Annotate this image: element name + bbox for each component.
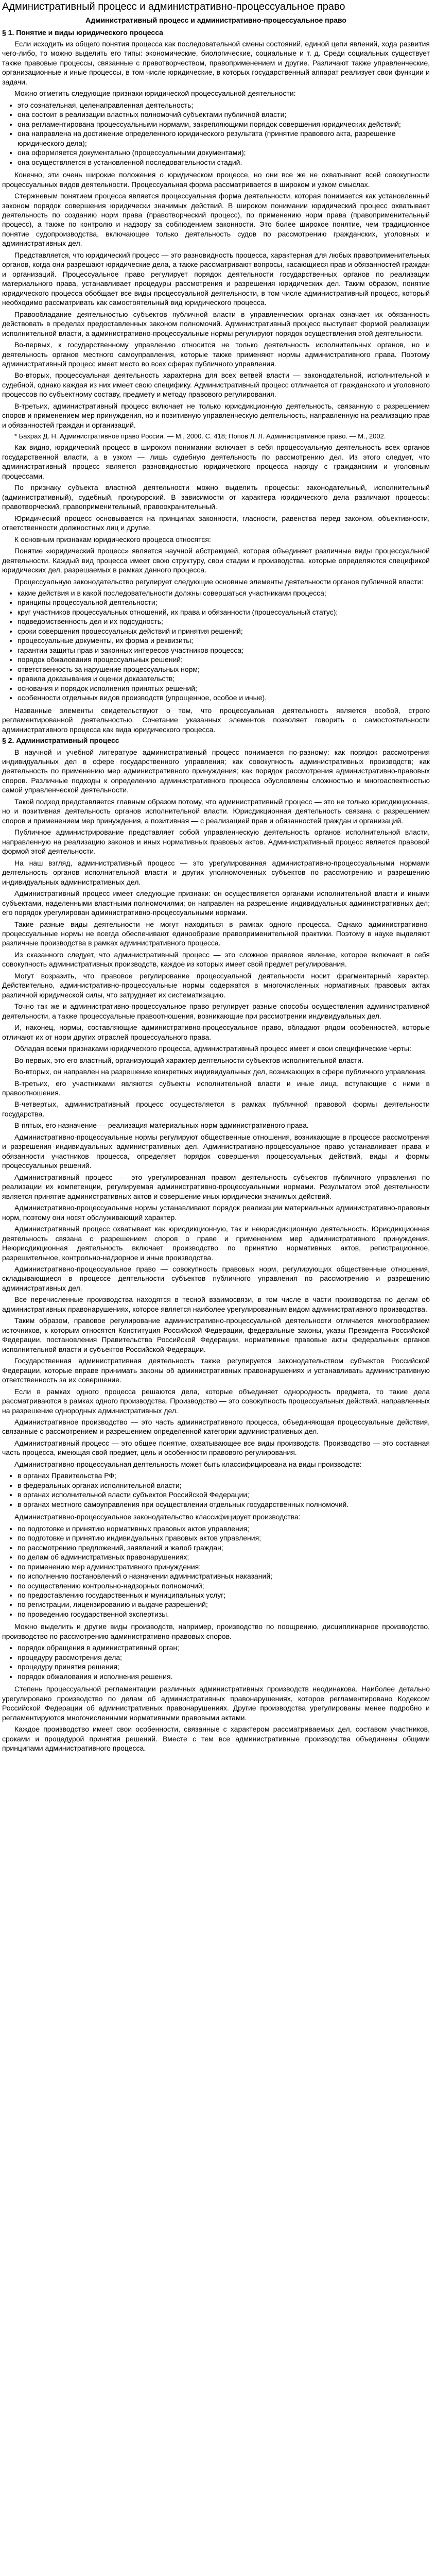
paragraph: Если в рамках одного процесса решаются дела, которые объединяет однородность предмета, то такие дела рассматриваются в рамках одного производства. Производство — это совокупность процессуальных действий, направленных на разрешение однородных административных дел. (2, 1387, 430, 1415)
paragraph: Все перечисленные производства находятся в тесной взаимосвязи, в том числе в части производства по делам об административных правонарушениях, которое является наиболее урегулированным видом административного производства. (2, 1295, 430, 1313)
paragraph: Процессуальную законодательство регулирует следующие основные элементы деятельности органов публичной власти: (14, 577, 424, 586)
bullet-list (2, 1643, 430, 1681)
list-item: • правила доказывания и оценки доказательств; (18, 674, 430, 683)
paragraph: Такие разные виды деятельности не могут находиться в рамках одного процесса. Однако административно-процессуальные нормы не всегда обеспечивают единообразие правоприменительной практики. Поэтому в науке выделяют различные производства в рамках административного процесса. (2, 920, 430, 947)
paragraph: Во-первых, это его властный, организующий характер деятельности субъектов исполнительной власти. (14, 1056, 364, 1064)
paragraph: На наш взгляд, административный процесс — это урегулированная административно-процессуальными нормами деятельность органов исполнительной власти и других уполномоченных субъектов по рассмотрению и разрешению индивидуальных административных дел. (2, 858, 430, 886)
list-item: • по рассмотрению предложений, заявлений и жалоб граждан; (18, 1543, 430, 1552)
paragraph: Конечно, эти очень широкие положения о юридическом процессе, но они все же не охватывают всей совокупности процессуальных видов деятельности. Процессуальная форма рассматривается в широком и узком смыслах. (2, 171, 430, 189)
list-item: • по осуществлению контрольно-надзорных полномочий; (18, 1581, 430, 1590)
list-item: • она осуществляется в установленной последовательности стадий. (18, 158, 430, 167)
paragraph: В научной и учебной литературе административный процесс понимается по-разному: как порядок рассмотрения индивидуальных дел в сфере государственного управления; как совокупность административных производств; как деятельность по применению мер административного принуждения; как порядок рассмотрения административно-правовых споров. Различные подходы к определению административного процесса обусловлены сложностью и многоаспектностью самой управленческой деятельности. (2, 748, 430, 794)
paragraph: Административно-процессуальное право — совокупность правовых норм, регулирующих общественные отношения, складывающиеся в процессе деятельности субъектов публичного управления по рассмотрению и разрешению административных дел. (2, 1264, 430, 1292)
paragraph: Административно-процессуальные нормы устанавливают порядок реализации материальных административно-правовых норм, поэтому они носят обслуживающий характер. (2, 1204, 430, 1222)
paragraph: В-третьих, его участниками являются субъекты исполнительной власти и иные лица, вступающие с ними в правоотношения. (2, 1079, 430, 1097)
list-item: • принципы процессуальной деятельности; (18, 598, 430, 607)
paragraph: Обладая всеми признаками юридического процесса, административный процесс имеет и свои специфические черты: (14, 1044, 411, 1053)
bullet-list (2, 1471, 430, 1509)
bullet-list (2, 588, 430, 703)
paragraph: Стержневым понятием процесса является процессуальная форма деятельности, которая понимается как установленный законом порядок совершения юридически значимых действий. В широком понимании юридический процесс охватывает деятельность по созданию норм права (правотворческий процесс), по применению норм права (правоприменительный процесс), а также по контролю и надзору за соблюдением законности. Это более широкое понятие, чем традиционное понятие судопроизводства, включающее только деятельность судов по рассмотрению гражданских, уголовных и административных дел. (2, 192, 430, 248)
paragraph: Каждое производство имеет свои особенности, связанные с характером рассматриваемых дел, составом участников, сроками и процедурой принятия решений. Вместе с тем все административные производства объединены общими принципами административного процесса. (2, 1725, 430, 1752)
page-title: Административный процесс и административно-процессуальное право (2, 1, 345, 12)
paragraph: Точно так же и административно-процессуальное право регулирует разные способы осуществления административной деятельности, а также процессуальные правоотношения, возникающие при рассмотрении индивидуальных дел. (2, 1002, 430, 1020)
list-item: • по предоставлению государственных и муниципальных услуг; (18, 1590, 430, 1600)
list-item: • по подготовке и принятию индивидуальных правовых актов управления; (18, 1533, 430, 1543)
list-item: • круг участников процессуальных отношений, их права и обязанности (процессуальный статус); (18, 607, 430, 617)
list-item: • процессуальные документы, их форма и реквизиты; (18, 636, 430, 645)
paragraph: Публичное администрирование представляет собой управленческую деятельность органов исполнительной власти, направленную на реализацию законов и иных нормативных правовых актов. Административный процесс является правовой формой этой деятельности. (2, 828, 430, 856)
bullet-list (2, 1524, 430, 1619)
paragraph: Административное производство — это часть административного процесса, объединяющая процессуальные действия, связанные с рассмотрением и разрешением определенной категории административных дел. (2, 1418, 430, 1436)
list-item: • процедуру принятия решения; (18, 1662, 430, 1671)
paragraph: Можно отметить следующие признаки юридической процессуальной деятельности: (14, 89, 296, 98)
paragraph: Юридический процесс основывается на принципах законности, гласности, равенства перед законом, объективности, ответственности должностных лиц и другие. (2, 514, 430, 532)
list-item: • она оформляется документально (процессуальными документами); (18, 148, 430, 157)
paragraph: Административный процесс охватывает как юрисдикционную, так и неюрисдикционную деятельность. Юрисдикционная деятельность связана с разрешением споров о праве и применением мер административного принуждения. Неюрисдикционная деятельность включает производство по принятию нормативных актов, регистрационное, разрешительное, контрольно-надзорное и иные производства. (2, 1225, 430, 1262)
list-item: • какие действия и в какой последовательности должны совершаться участниками процесса; (18, 588, 430, 598)
paragraph: Представляется, что юридический процесс — это разновидность процесса, характерная для любых правоприменительных органов, когда они разрешают юридические дела, а также рассматривают вопросы, касающиеся прав и обязанностей граждан и организаций. Процессуальное право регулирует порядок деятельности государственных органов по реализации материального права, устанавливает процедуры рассмотрения и разрешения юридических дел. Таким образом, понятие юридического процесса обобщает все виды процессуальной деятельности, в том числе административный процесс, который необходимо рассматривать как самостоятельный вид юридического процесса. (2, 250, 430, 307)
paragraph: Можно выделить и другие виды производств, например, производство по поощрению, дисциплинарное производство, производство по рассмотрению административно-правовых споров. (2, 1622, 430, 1640)
paragraph: Из сказанного следует, что административный процесс — это сложное правовое явление, которое включает в себя совокупность административных производств, каждое из которых имеет свой предмет регулирования. (2, 950, 430, 969)
paragraph: Таким образом, правовое регулирование административно-процессуальной деятельности отличается многообразием источников, к которым относятся Конституция Российской Федерации, федеральные законы, указы Президента Российской Федерации, постановления Правительства Российской Федерации, нормативные правовые акты федеральных органов исполнительной власти и субъектов Российской Федерации. (2, 1316, 430, 1353)
bullet-list (2, 100, 430, 167)
paragraph: Государственная административная деятельность также регулируется законодательством субъектов Российской Федерации, которые вправе принимать законы об административных правонарушениях и устанавливать административную ответственность за их совершение. (2, 1357, 430, 1384)
list-item: • это сознательная, целенаправленная деятельность; (18, 100, 430, 110)
list-item: • процедуру рассмотрения дела; (18, 1653, 430, 1662)
list-item: • она направлена на достижение определенного юридического результата (принятие правового акта, разрешение юридического дела); (18, 129, 430, 148)
paragraph: Правообладание деятельностью субъектов публичной власти в управленческих органах означает их обязанность действовать в пределах предоставленных законом полномочий. Административный процесс выступает формой реализации исполнительной власти, а административно-процессуальные нормы регулируют порядок осуществления этой деятельности. (2, 310, 430, 337)
list-item: • порядок обжалования процессуальных решений; (18, 655, 430, 664)
section-1-title: § 1. Понятие и виды юридического процесса (2, 28, 163, 37)
paragraph: Административно-процессуальное законодательство классифицирует производства: (14, 1513, 301, 1521)
paragraph: Административно-процессуальная деятельность может быть классифицирована на виды производств: (14, 1460, 362, 1468)
list-item: • ответственность за нарушение процессуальных норм; (18, 665, 430, 674)
list-item: • сроки совершения процессуальных действий и принятия решений; (18, 626, 430, 636)
paragraph: Если исходить из общего понятия процесса как последовательной смены состояний, единой цепи явлений, хода развития чего-либо, то можно выделить его типы: экономические, биологические, социальные и т. д. Среди социальных существует также правовые процессы, связанные с правотворчеством, правоприменением и другие. Различают также управленческие, организационные и иные процессы, в том числе юридические, в которых государственный аппарат реализует свои функции и задачи. (2, 40, 430, 86)
list-item: • основания и порядок исполнения принятых решений; (18, 684, 430, 693)
paragraph: По признаку субъекта властной деятельности можно выделить процессы: законодательный, исполнительный (административный), судебный, прокурорский. В зависимости от характера юридического дела различают процессы: правотворческий, правоприменительный, правоохранительный. (2, 483, 430, 511)
paragraph: Могут возразить, что правовое регулирование процессуальной деятельности носит фрагментарный характер. Действительно, административно-процессуальные нормы содержатся в многочисленных нормативных правовых актах различной юридической силы, что затрудняет их систематизацию. (2, 971, 430, 999)
list-item: • по исполнению постановлений о назначении административных наказаний; (18, 1571, 430, 1581)
paragraph: Административно-процессуальные нормы регулируют общественные отношения, возникающие в процессе рассмотрения и разрешения индивидуальных административных дел. Административно-процессуальное право устанавливает права и обязанности участников процесса, определяет порядок совершения процессуальных действий, виды и формы процессуальных решений. (2, 1132, 430, 1170)
list-item: • по применению мер административного принуждения; (18, 1562, 430, 1571)
paragraph: Как видно, юридический процесс в широком понимании включает в себя процессуальную деятельность всех органов государственной власти, а в узком — лишь судебную деятельность по рассмотрению дел. Из этого следует, что административный процесс является разновидностью юридического процесса наряду с гражданским и уголовным процессами. (2, 443, 430, 480)
paragraph: Названные элементы свидетельствуют о том, что процессуальная деятельность является особой, строго регламентированной деятельностью. Сочетание указанных элементов позволяет говорить о самостоятельности административного процесса как вида юридического процесса. (2, 706, 430, 734)
list-item: • особенности отдельных видов производств (упрощенное, особое и иные). (18, 693, 430, 702)
section-2-title: § 2. Административный процесс (2, 736, 119, 745)
list-item: • порядок обращения в административный орган; (18, 1643, 430, 1652)
paragraph: В-третьих, административный процесс включает не только юрисдикционную деятельность, связанную с разрешением споров и применением мер принуждения, но и позитивную управленческую деятельность, направленную на реализацию прав и обязанностей граждан и организаций. (2, 401, 430, 429)
list-item: • в органах Правительства РФ; (18, 1471, 430, 1480)
list-item: • подведомственность дел и их подсудность; (18, 617, 430, 626)
paragraph: Во-первых, к государственному управлению относится не только деятельность исполнительных органов, но и деятельность органов местного самоуправления, которые также применяют нормы административного права. Поэтому административный процесс имеет место во всех сферах публичного управления. (2, 341, 430, 368)
list-item: • по регистрации, лицензированию и выдаче разрешений; (18, 1600, 430, 1609)
paragraph: Административный процесс — это общее понятие, охватывающее все виды производств. Производство — это составная часть процесса, имеющая свой предмет, цель и особенности правового регулирования. (2, 1438, 430, 1457)
paragraph: Административный процесс — это урегулированная правом деятельность субъектов публичного управления по реализации их компетенции, регулируемая административно-процессуальными нормами. Результатом этой деятельности является принятие административных актов и совершение иных юридически значимых действий. (2, 1173, 430, 1200)
paragraph: И, наконец, нормы, составляющие административно-процессуальное право, обладают рядом особенностей, которые отличают их от норм других отраслей процессуального права. (2, 1023, 430, 1041)
paragraph: В-четвертых, административный процесс осуществляется в рамках публичной правовой формы деятельности государства. (2, 1100, 430, 1118)
list-item: • в органах исполнительной власти субъектов Российской Федерации; (18, 1490, 430, 1499)
paragraph: Административный процесс имеет следующие признаки: он осуществляется органами исполнительной власти и иными субъектами, наделенными властными полномочиями; он направлен на разрешение индивидуальных административных дел; его порядок урегулирован административно-процессуальными нормами. (2, 889, 430, 917)
paragraph: Такой подход представляется главным образом потому, что административный процесс — это не только юрисдикционная, но и позитивная деятельность органов исполнительной власти. Юрисдикционная деятельность связана с разрешением споров и применением мер принуждения, а позитивная — с реализацией прав и обязанностей граждан и организаций. (2, 797, 430, 825)
list-item: • она регламентирована процессуальными нормами, закрепляющими порядок совершения юридических действий; (18, 120, 430, 129)
paragraph: Во-вторых, процессуальная деятельность характерна для всех ветвей власти — законодательной, исполнительной и судебной, однако каждая из них имеет свою специфику. Административный процесс отличается от гражданского и уголовного процессов по субъектному составу, предмету и методу правового регулирования. (2, 371, 430, 399)
list-item: • по проведению государственной экспертизы. (18, 1609, 430, 1619)
list-item: • в федеральных органах исполнительной власти; (18, 1481, 430, 1490)
document-title: Административный процесс и административно-процессуальное право (85, 16, 346, 24)
list-item: • по подготовке и принятию нормативных правовых актов управления; (18, 1524, 430, 1533)
list-item: • в органах местного самоуправления при осуществлении отдельных государственных полномочий. (18, 1500, 430, 1509)
paragraph: Понятие «юридический процесс» является научной абстракцией, которая объединяет различные виды процессуальной деятельности. Каждый вид процесса имеет свою структуру, свои стадии и производства, которые определяются спецификой юридических дел, разрешаемых в рамках данного процесса. (2, 547, 430, 574)
list-item: • она состоит в реализации властных полномочий субъектами публичной власти; (18, 110, 430, 119)
paragraph: В-пятых, его назначение — реализация материальных норм административного права. (14, 1121, 309, 1130)
list-item: • по делам об административных правонарушениях; (18, 1552, 430, 1562)
footnote: * Бахрах Д. Н. Административное право России. — М., 2000. С. 418; Попов Л. Л. Административное право. — М., 2002. (14, 432, 386, 440)
list-item: • гарантии защиты прав и законных интересов участников процесса; (18, 646, 430, 655)
list-item: • порядок обжалования и исполнения решения. (18, 1672, 430, 1681)
paragraph: Степень процессуальной регламентации различных административных производств неодинакова. Наиболее детально урегулировано производство по делам об административных правонарушениях, которое регламентировано Кодексом Российской Федерации об административных правонарушениях. Другие производства урегулированы менее подробно и регламентируются многочисленными нормативными правовыми актами. (2, 1685, 430, 1722)
paragraph: Во-вторых, он направлен на разрешение конкретных индивидуальных дел, возникающих в сфере публичного управления. (14, 1067, 427, 1076)
paragraph: К основным признакам юридического процесса относятся: (14, 535, 211, 544)
